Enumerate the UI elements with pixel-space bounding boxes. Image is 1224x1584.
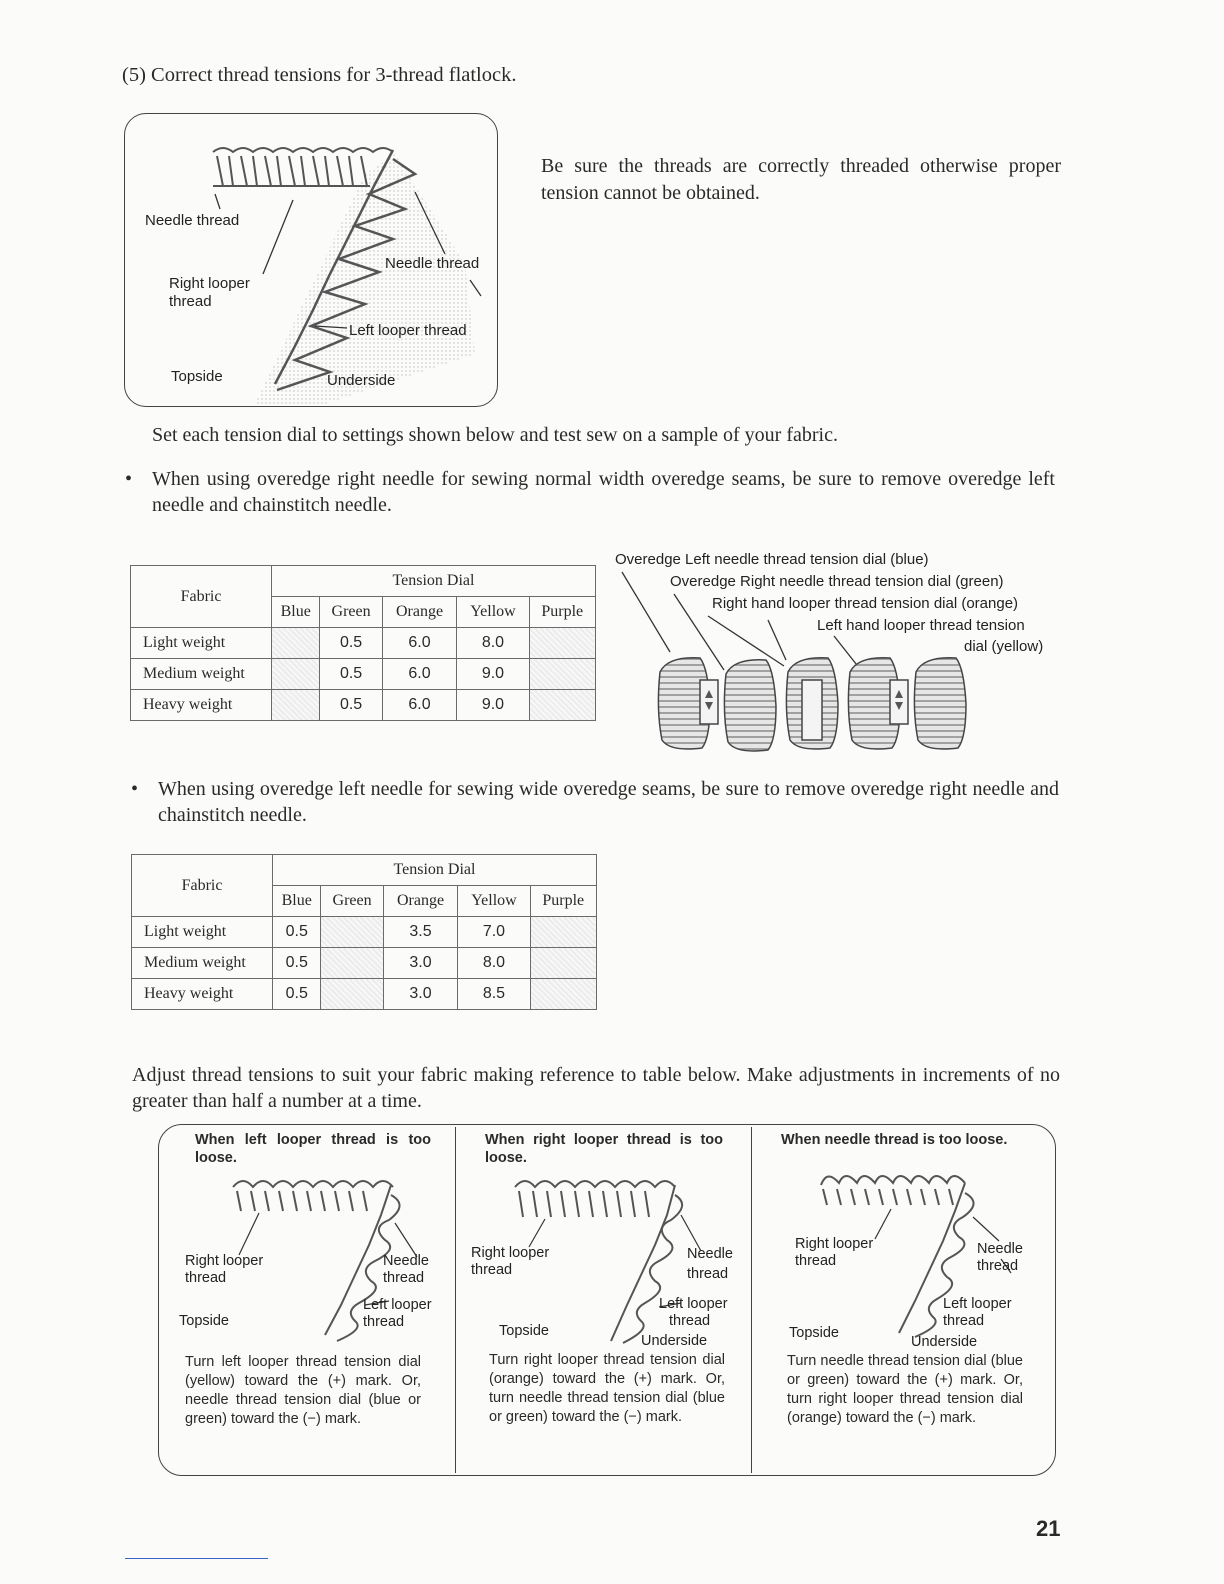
table1-cell — [529, 690, 595, 721]
footer-rule — [125, 1558, 268, 1559]
table1-row-fabric: Medium weight — [131, 659, 272, 690]
table1-cell: 0.5 — [320, 659, 382, 690]
col3-left-looper-line2: thread — [943, 1313, 985, 1329]
table1-col-yellow: Yellow — [457, 597, 529, 628]
col3-instructions: Turn needle thread tension dial (blue or green) toward the (+) mark. Or, turn right looper thread tension dial (orange) toward the (−) mark. — [787, 1353, 1023, 1426]
col2-right-looper-line2: thread — [471, 1262, 513, 1278]
col1-left-looper-line2: thread — [363, 1314, 405, 1330]
table1-row-fabric: Heavy weight — [131, 690, 272, 721]
table2-row-fabric: Medium weight — [132, 948, 273, 979]
topside-label: Topside — [171, 368, 223, 385]
col2-needle-line1: Needle — [687, 1246, 733, 1262]
right-looper-label-line1: Right looper — [169, 275, 250, 292]
bullet-wide-width — [131, 776, 1059, 828]
bullet-wide-width-text: When using overedge left needle for sewing wide overedge seams, be sure to remove overedge right needle and chainstitch needle. — [158, 778, 1059, 826]
table1-col-purple: Purple — [529, 597, 595, 628]
bullet-dot: • — [131, 778, 139, 800]
table2-cell: 0.5 — [273, 979, 321, 1010]
table2-col-orange: Orange — [383, 886, 458, 917]
col1-left-looper-line1: Left looper — [363, 1297, 432, 1313]
table2-cell — [321, 979, 383, 1010]
bullet-dot: • — [125, 468, 133, 490]
table-row — [131, 659, 596, 690]
table1-col-green: Green — [320, 597, 382, 628]
table1-cell — [272, 628, 320, 659]
table-row — [132, 979, 597, 1010]
tension-dials-illustration — [612, 560, 1072, 760]
table2-cell — [321, 917, 383, 948]
table1-cell: 0.5 — [320, 628, 382, 659]
col1-needle-line2: thread — [383, 1270, 425, 1286]
dial-label-left-hand-looper-line2: dial (yellow) — [964, 638, 1044, 655]
col2-title: When right looper thread is too loose. — [485, 1132, 723, 1166]
col2-instructions: Turn right looper thread tension dial (orange) toward the (+) mark. Or, turn needle thread tension dial (blue or green) toward the (−) mark. — [489, 1352, 725, 1425]
dial-label-overedge-right: Overedge Right needle thread tension dial (green) — [670, 573, 1004, 590]
col3-needle-line2: thread — [977, 1258, 1019, 1274]
col1-topside: Topside — [179, 1313, 229, 1329]
table1-col-orange: Orange — [382, 597, 457, 628]
underside-label: Underside — [327, 372, 396, 389]
col3-right-looper-line2: thread — [795, 1253, 837, 1269]
col2-left-looper-line2: thread — [669, 1313, 711, 1329]
table2-cell: 3.0 — [383, 979, 458, 1010]
table1-cell: 8.0 — [457, 628, 529, 659]
adjust-instruction: Adjust thread tensions to suit your fabric making reference to table below. Make adjustments in increments of no greater than half a number at a time. — [132, 1064, 1060, 1112]
table2-tension-header: Tension Dial — [273, 855, 597, 886]
col1-needle-line1: Needle — [383, 1253, 429, 1269]
col2-underside: Underside — [641, 1333, 708, 1349]
table-row — [132, 948, 597, 979]
right-looper-label-line2: thread — [169, 293, 212, 310]
stitch-diagram-frame — [124, 113, 498, 407]
table2-col-yellow: Yellow — [458, 886, 530, 917]
col1-instructions: Turn left looper thread tension dial (yellow) toward the (+) mark. Or, needle thread tension dial (blue or green) toward the (−) mark. — [185, 1354, 421, 1427]
col2-right-looper-line1: Right looper — [471, 1245, 550, 1261]
table1-cell: 9.0 — [457, 690, 529, 721]
table2-cell: 8.0 — [458, 948, 530, 979]
table2-cell — [530, 917, 596, 948]
col2-left-looper-line1: Left looper — [659, 1296, 728, 1312]
panel-col-left-looper — [159, 1125, 455, 1475]
col3-topside: Topside — [789, 1325, 839, 1341]
table1-cell — [272, 659, 320, 690]
table2-row-fabric: Light weight — [132, 917, 273, 948]
table2-col-purple: Purple — [530, 886, 596, 917]
table1-tension-header: Tension Dial — [272, 566, 596, 597]
needle-thread-label-left: Needle thread — [145, 212, 240, 229]
panel-col-right-looper — [455, 1125, 751, 1475]
table1-row-fabric: Light weight — [131, 628, 272, 659]
col3-title: When needle thread is too loose. — [781, 1132, 1008, 1148]
bullet-normal-width-text: When using overedge right needle for sewing normal width overedge seams, be sure to remove overedge left needle and chainstitch needle. — [152, 468, 1055, 516]
table1-cell — [272, 690, 320, 721]
table2-cell — [530, 948, 596, 979]
table1-cell — [529, 628, 595, 659]
bullet-normal-width — [125, 466, 1055, 518]
table2-cell: 7.0 — [458, 917, 530, 948]
panel-col-needle — [751, 1125, 1055, 1475]
col3-left-looper-line1: Left looper — [943, 1296, 1012, 1312]
col3-needle-line1: Needle — [977, 1241, 1023, 1257]
table2-cell: 0.5 — [273, 917, 321, 948]
dial-label-right-hand-looper: Right hand looper thread tension dial (orange) — [712, 595, 1019, 612]
col2-needle-line2: thread — [687, 1266, 729, 1282]
col3-underside: Underside — [911, 1334, 978, 1350]
table2-cell — [321, 948, 383, 979]
table2-cell: 3.5 — [383, 917, 458, 948]
table2-fabric-header: Fabric — [132, 855, 273, 917]
table1-cell: 6.0 — [382, 659, 457, 690]
intro-note: Be sure the threads are correctly threaded otherwise proper tension cannot be obtained. — [541, 155, 1061, 204]
page-number: 21 — [1036, 1516, 1061, 1541]
table-row — [131, 628, 596, 659]
tension-table-normal — [130, 565, 596, 721]
tension-table-wide — [131, 854, 597, 1010]
table1-cell: 6.0 — [382, 628, 457, 659]
table1-cell: 6.0 — [382, 690, 457, 721]
left-looper-label: Left looper thread — [349, 322, 467, 339]
table1-fabric-header: Fabric — [131, 566, 272, 628]
col2-topside: Topside — [499, 1323, 549, 1339]
table1-col-blue: Blue — [272, 597, 320, 628]
table2-cell: 0.5 — [273, 948, 321, 979]
needle-thread-label-right: Needle thread — [385, 255, 480, 272]
table2-col-blue: Blue — [273, 886, 321, 917]
table1-cell: 9.0 — [457, 659, 529, 690]
table2-cell — [530, 979, 596, 1010]
dial-label-left-hand-looper-line1: Left hand looper thread tension — [817, 617, 1025, 634]
table2-row-fabric: Heavy weight — [132, 979, 273, 1010]
table2-cell: 3.0 — [383, 948, 458, 979]
table2-cell: 8.5 — [458, 979, 530, 1010]
set-dial-instruction: Set each tension dial to settings shown below and test sew on a sample of your fabric. — [152, 424, 838, 446]
col1-right-looper-line2: thread — [185, 1270, 227, 1286]
dial-label-overedge-left: Overedge Left needle thread tension dial (blue) — [615, 551, 929, 568]
troubleshooting-panel — [158, 1124, 1056, 1476]
table1-cell — [529, 659, 595, 690]
table-row — [132, 917, 597, 948]
table1-cell: 0.5 — [320, 690, 382, 721]
col1-title: When left looper thread is too loose. — [195, 1132, 431, 1166]
table-row — [131, 690, 596, 721]
col1-right-looper-line1: Right looper — [185, 1253, 264, 1269]
section-heading: (5) Correct thread tensions for 3-thread flatlock. — [122, 64, 517, 86]
col3-right-looper-line1: Right looper — [795, 1236, 874, 1252]
table2-col-green: Green — [321, 886, 383, 917]
